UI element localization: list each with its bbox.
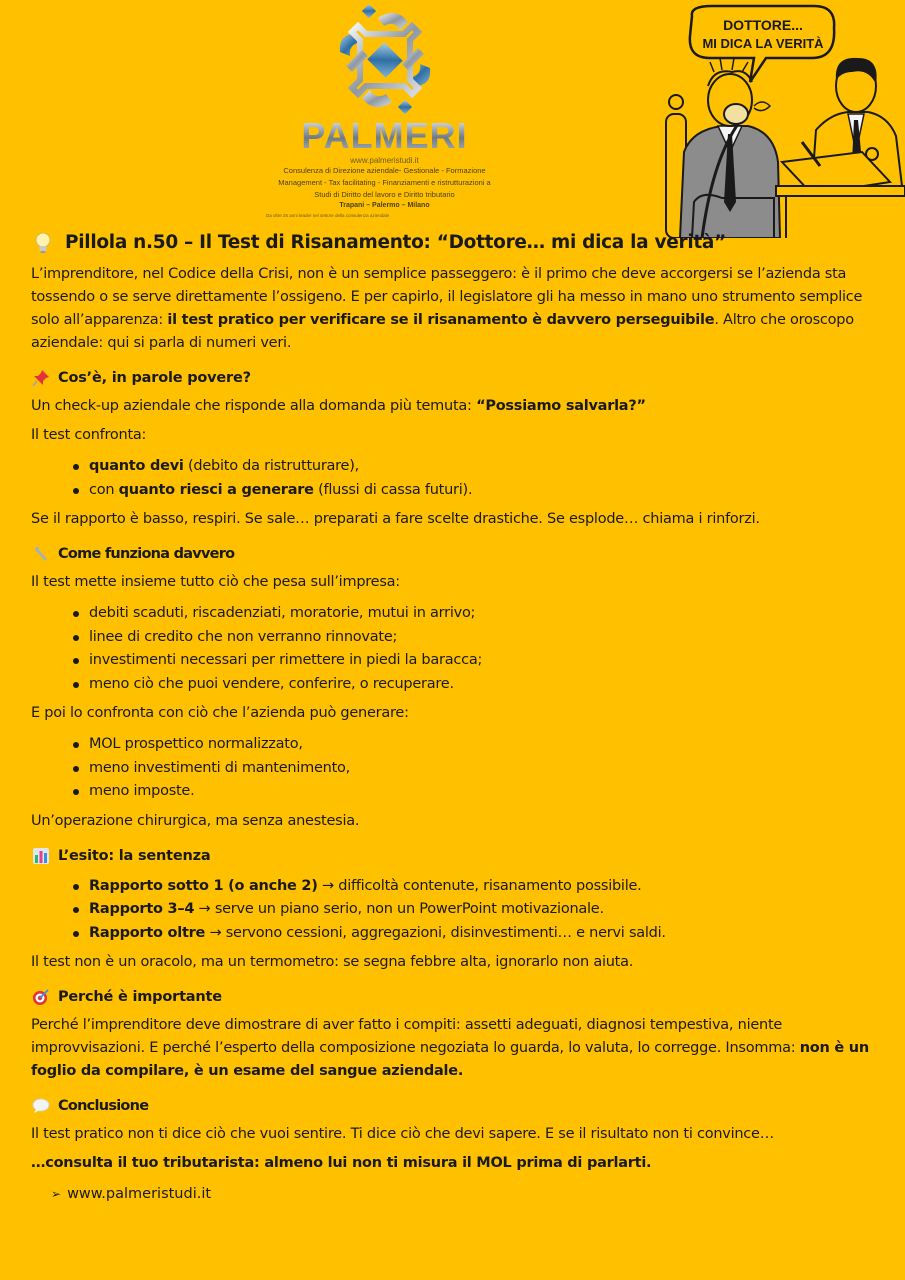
list-item-bold: Rapporto oltre [89, 924, 206, 941]
speech-text-line-1: DOTTORE... [723, 17, 803, 33]
pushpin-icon [31, 369, 51, 387]
list-item: investimenti necessari per rimettere in piedi la baracca; [73, 649, 891, 673]
list-item: debiti scaduti, riscadenziati, moratorie, mutui in arrivo; [73, 602, 891, 626]
bar-chart-icon [31, 847, 51, 865]
list-item-text: → serve un piano serio, non un PowerPoint motivazionale. [194, 901, 604, 917]
article-title-text: Pillola n.50 – Il Test di Risanamento: “Dottore… mi dica la verità” [65, 232, 726, 253]
intro-paragraph [31, 263, 891, 355]
list-item: linee di credito che non verranno rinnovate; [73, 626, 891, 650]
section5-paragraph-1: Il test pratico non ti dice ciò che vuoi sentire. Ti dice ciò che devi sapere. E se il risultato non ti convince… [31, 1126, 774, 1142]
section3-list [31, 875, 891, 946]
list-item: MOL prospettico normalizzato, [73, 733, 891, 757]
list-item-bold: quanto devi [89, 458, 184, 474]
paragraph-bold: “Possiamo salvarla?” [476, 398, 646, 414]
section-heading-text: Perché è importante [58, 989, 222, 1005]
list-item-text: con [89, 481, 119, 498]
section1-paragraph-1 [31, 395, 891, 418]
list-item-bold: Rapporto sotto 1 (o anche 2) [89, 877, 318, 894]
section-heading-text: Come funziona davvero [58, 546, 235, 562]
doctor-figure [776, 58, 905, 238]
lightbulb-icon [31, 232, 55, 254]
paragraph-bold: non è un foglio da compilare, è un esame del sangue aziendale. [31, 1040, 869, 1079]
list-item-bold: Rapporto 3–4 [89, 901, 195, 917]
list-item [73, 898, 891, 922]
doctor-patient-cartoon [662, 2, 905, 238]
section2-list-1 [31, 602, 891, 696]
logo-cities: Trapani – Palermo – Milano [339, 202, 430, 209]
section4-paragraph-1 [31, 1014, 891, 1083]
section-heading-cose [31, 367, 891, 389]
list-item-text: → servono cessioni, aggregazioni, disinvestimenti… e nervi saldi. [205, 924, 666, 941]
list-item: meno ciò che puoi vendere, conferire, o recuperare. [73, 673, 891, 697]
section2-paragraph-2: E poi lo confronta con ciò che l’azienda può generare: [31, 705, 409, 721]
list-item-text: (debito da ristrutturare), [183, 458, 359, 474]
wrench-icon [31, 545, 51, 563]
website-link[interactable]: www.palmeristudi.it [67, 1186, 212, 1202]
section-heading-text: L’esito: la sentenza [58, 847, 211, 864]
section5-paragraph-2 [31, 1152, 891, 1175]
logo-url: www.palmeristudi.it [350, 156, 419, 165]
paragraph-text: Perché l’imprenditore deve dimostrare di aver fatto i compiti: assetti adeguati, diagnosi tempestiva, niente improvvisazioni. E perché l’esperto della composizione negoziata lo guarda, lo valuta, lo corregge. Insomma: [31, 1017, 800, 1056]
section-heading-conclusione [31, 1095, 891, 1117]
logo-wordmark: PALMERI [262, 118, 507, 154]
section-heading-esito [31, 845, 891, 867]
section2-paragraph-3: Un’operazione chirurgica, ma senza anestesia. [31, 812, 360, 829]
speech-bubble [690, 6, 834, 82]
logo-service-line-3: Studi di Diritto del lavoro e Diritto tributario [314, 190, 455, 199]
paragraph-bold: …consulta il tuo tributarista: almeno lui non ti misura il MOL prima di parlarti. [31, 1155, 652, 1171]
section2-list-2 [31, 733, 891, 804]
logo-tagline: Da oltre 25 anni leader nel settore della consulenza aziendale [266, 213, 390, 218]
palmeri-emblem-icon [326, 4, 444, 116]
target-icon [31, 988, 51, 1006]
intro-text-end: . Altro che oroscopo aziendale: qui si parla di numeri veri. [31, 312, 854, 351]
list-item-text: (flussi di cassa futuri). [313, 481, 473, 498]
list-item [73, 875, 891, 899]
section2-paragraph-1: Il test mette insieme tutto ciò che pesa sull’impresa: [31, 574, 400, 590]
list-item: meno imposte. [73, 780, 891, 804]
list-item [73, 922, 891, 946]
intro-text: L’imprenditore, nel Codice della Crisi, non è un semplice passeggero: è il primo che deve accorgersi se l’azienda sta tossendo o se serve direttamente l’ossigeno. E per capirlo, il legislatore gli ha messo in mano uno strumento semplice solo all’apparenza: [31, 266, 863, 328]
speech-text-line-2: MI DICA LA VERITÀ [702, 36, 824, 51]
article-title [31, 229, 891, 257]
list-item [73, 479, 891, 503]
paragraph-text: Un check-up aziendale che risponde alla domanda più temuta: [31, 398, 477, 414]
intro-bold: il test pratico per verificare se il risanamento è davvero perseguibile [167, 312, 715, 328]
article [31, 229, 891, 1205]
speech-bubble-icon [31, 1098, 51, 1114]
list-item: meno investimenti di mantenimento, [73, 757, 891, 781]
section-heading-text: Cos’è, in parole povere? [58, 370, 251, 386]
list-item [73, 455, 891, 479]
list-item-text: → difficoltà contenute, risanamento possibile. [317, 877, 642, 894]
list-item-bold: quanto riesci a generare [118, 481, 314, 498]
arrow-right-icon: ➢ [51, 1187, 62, 1201]
palmeri-logo [262, 4, 507, 226]
section-heading-come-funziona [31, 543, 891, 565]
section1-paragraph-2: Il test confronta: [31, 427, 147, 443]
logo-service-line-1: Consulenza di Direzione aziendale- Gestionale - Formazione [283, 166, 486, 175]
section-heading-text: Conclusione [58, 1098, 149, 1114]
footer-link-row [31, 1183, 891, 1205]
patient-figure [680, 58, 780, 238]
logo-service-line-2: Management - Tax facilitating - Finanziamenti e ristrutturazioni a [278, 178, 491, 187]
section1-paragraph-3: Se il rapporto è basso, respiri. Se sale… preparati a fare scelte drastiche. Se esplode… chiama i rinforzi. [31, 511, 760, 527]
section3-paragraph-1: Il test non è un oracolo, ma un termometro: se segna febbre alta, ignorarlo non aiuta. [31, 954, 634, 970]
section1-list [31, 455, 891, 502]
section-heading-importante [31, 986, 891, 1008]
